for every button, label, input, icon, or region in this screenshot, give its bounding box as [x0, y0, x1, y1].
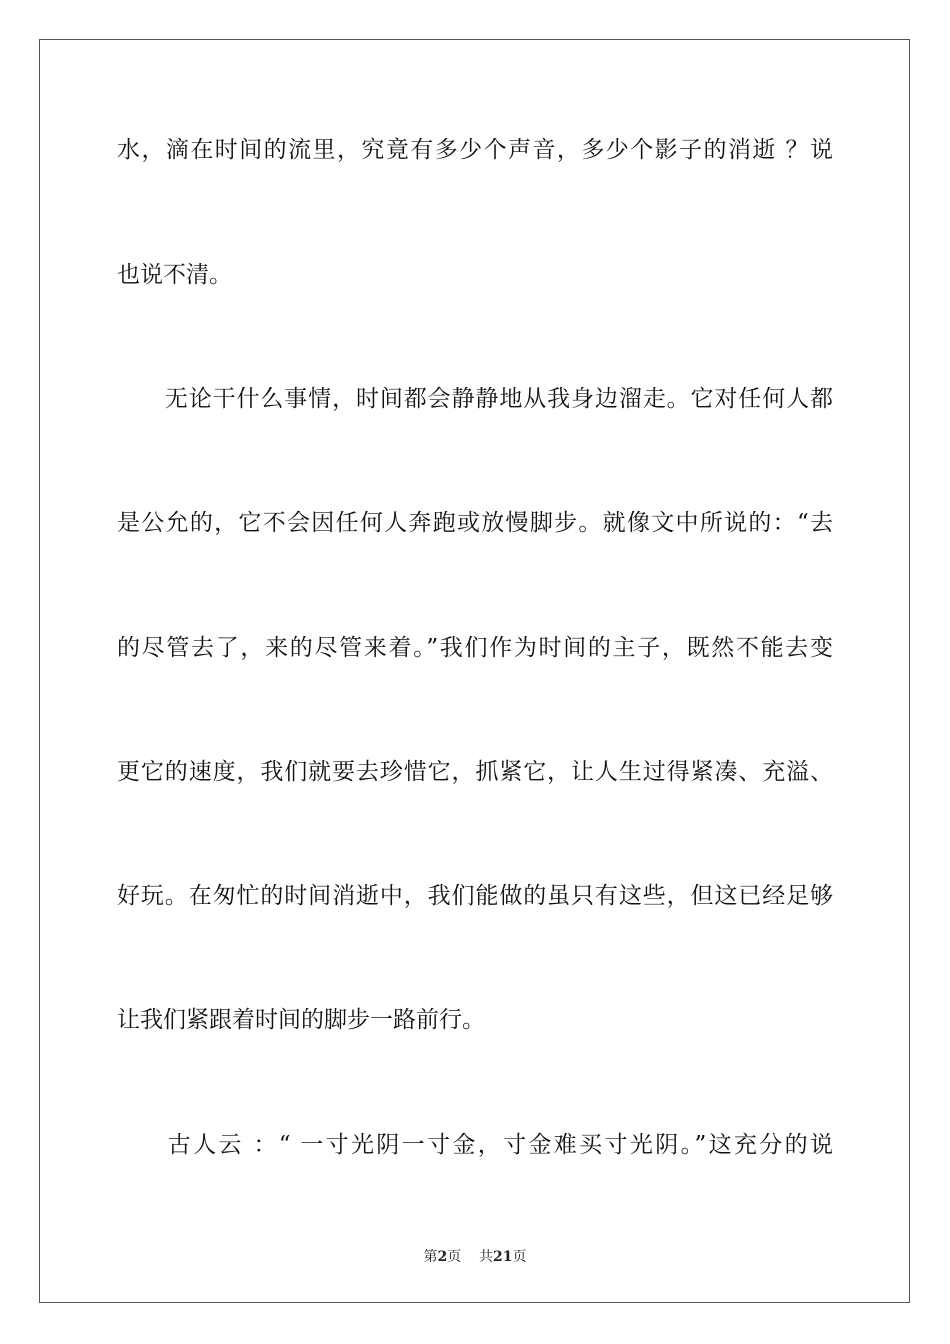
total-pages: 21	[493, 1249, 513, 1265]
body-line-9: 古人云 ：“ 一寸光阴一寸金，寸金难买寸光阴。”这充分的说	[117, 1132, 833, 1158]
page-suffix: 页	[447, 1249, 462, 1265]
body-line-8: 让我们紧跟着时间的脚步一路前行。	[117, 1007, 485, 1033]
page-prefix: 第	[423, 1249, 438, 1265]
body-line-5: 的尽管去了，来的尽管来着。”我们作为时间的主子，既然不能去变	[117, 635, 833, 661]
total-prefix: 共	[479, 1249, 494, 1265]
total-suffix: 页	[512, 1249, 527, 1265]
body-line-3: 无论干什么事情，时间都会静静地从我身边溜走。它对任何人都	[117, 386, 833, 412]
body-line-2: 也说不清。	[117, 262, 232, 288]
page-number: 2	[437, 1249, 448, 1265]
page-footer	[0, 1246, 950, 1266]
body-line-4: 是公允的，它不会因任何人奔跑或放慢脚步。就像文中所说的：“去	[117, 510, 833, 536]
body-line-7: 好玩。在匆忙的时间消逝中，我们能做的虽只有这些，但这已经足够	[117, 883, 833, 909]
body-line-1: 水，滴在时间的流里，究竟有多少个声音，多少个影子的消逝 ？说	[117, 137, 833, 163]
page-border	[39, 39, 910, 1303]
body-line-6: 更它的速度，我们就要去珍惜它，抓紧它，让人生过得紧凑、充溢、	[117, 759, 833, 785]
